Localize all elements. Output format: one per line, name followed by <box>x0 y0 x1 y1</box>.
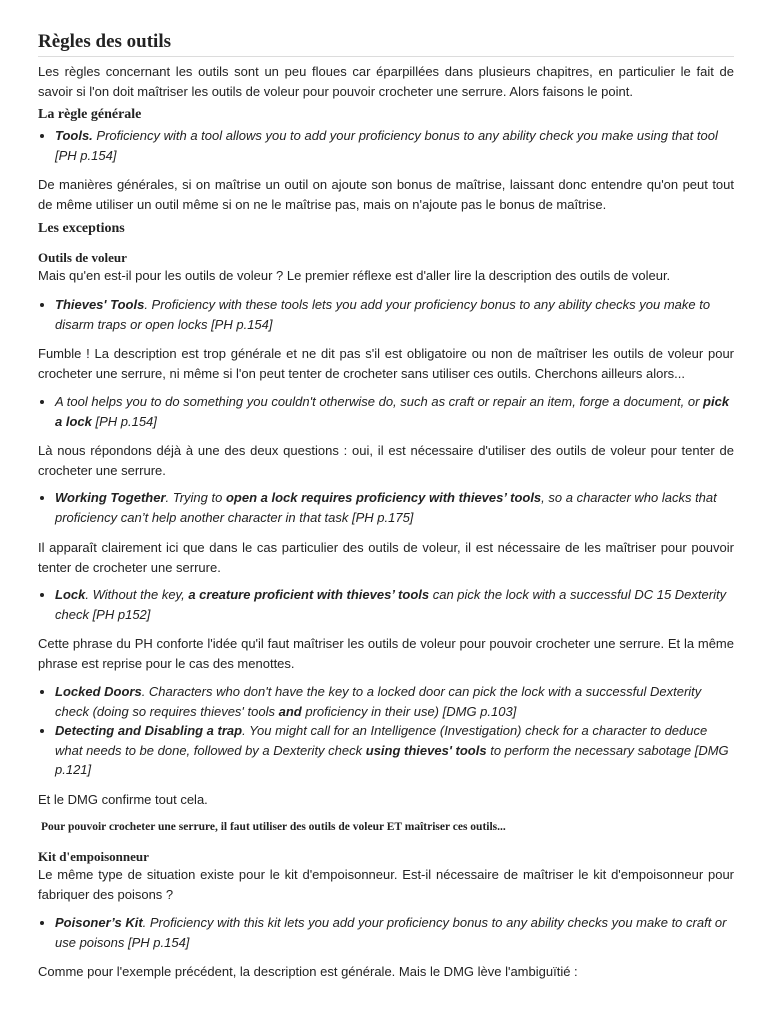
heading-exceptions: Les exceptions <box>38 221 125 236</box>
voleur-intro-paragraph: Mais qu'en est-il pour les outils de voleur ? Le premier réflexe est d'aller lire la description des outils de voleur. <box>38 268 671 283</box>
quote-term: Locked Doors <box>55 684 142 699</box>
quote-text: proficiency in their use) [DMG p.103] <box>301 703 517 719</box>
quote-list-working-together <box>38 488 734 527</box>
quote-text: . Characters who don't have the key to a locked door can pick the lock with a successful Dexterity check (doing so requires thieves' tools <box>55 684 702 719</box>
dmg-paragraph: Et le DMG confirme tout cela. <box>38 792 208 807</box>
page-title: Règles des outils <box>38 30 734 57</box>
regle-paragraph: De manières générales, si on maîtrise un outil on ajoute son bonus de maîtrise, laissant donc entendre qu'on peut tout de même utiliser un outil même si on ne le maîtrise pas, mais on n'ajoute pas le bonus de maîtrise. <box>38 177 734 212</box>
quote-thieves-tools <box>55 295 734 334</box>
quote-term: Lock <box>55 587 86 602</box>
conclusion-text: Pour pouvoir crocheter une serrure, il faut utiliser des outils de voleur ET maîtriser ces outils... <box>41 821 506 833</box>
quote-term: Working Together <box>55 490 166 505</box>
quote-detecting-trap <box>55 721 734 780</box>
quote-highlight: a creature proficient with thieves’ tools <box>188 587 430 602</box>
quote-list-dmg <box>38 682 734 780</box>
intro-paragraph: Les règles concernant les outils sont un peu floues car éparpillées dans plusieurs chapitres, en particulier le fait de savoir si l'on doit maîtriser les outils de voleur pour pouvoir crocheter une serrure. Alors faisons le point. <box>38 64 734 99</box>
quote-highlight: and <box>278 703 302 719</box>
quote-text: Proficiency with a tool allows you to add your proficiency bonus to any ability check you make using that tool [PH p.154] <box>55 128 718 163</box>
quote-text: . Proficiency with these tools lets you add your proficiency bonus to any ability checks you make to disarm traps or open locks [PH p.154] <box>55 297 711 332</box>
repondons-paragraph: Là nous répondons déjà à une des deux questions : oui, il est nécessaire d'utiliser des outils de voleur pour tenter de crocheter une serrure. <box>38 443 734 478</box>
fumble-paragraph: Fumble ! La description est trop générale et ne dit pas s'il est obligatoire ou non de maîtriser les outils de voleur pour crocheter une serrure, ni même si l'on peut tenter de crocheter sans utiliser ces outils. Cherchons ailleurs alors... <box>38 346 734 381</box>
apparait-paragraph: Il apparaît clairement ici que dans le cas particulier des outils de voleur, il est nécessaire de les maîtriser pour pouvoir tenter de crocheter une serrure. <box>38 540 734 575</box>
quote-text: . You might call for an Intelligence (Investigation) check for a character to deduce what needs to be done, followed by a Dexterity check <box>55 723 708 758</box>
quote-text: can pick the lock with a successful DC 15 Dexterity check [PH p152] <box>55 587 727 622</box>
heading-kit-empoisonneur: Kit d'empoisonneur <box>38 849 149 864</box>
heading-outils-voleur: Outils de voleur <box>38 250 127 265</box>
quote-text: to perform the necessary sabotage [DMG p.121] <box>55 742 729 777</box>
quote-list-lock <box>38 585 734 624</box>
quote-list-tool-helps <box>38 392 734 431</box>
quote-term: Thieves' Tools <box>55 297 145 312</box>
heading-regle-generale: La règle générale <box>38 107 142 122</box>
quote-text: . Proficiency with this kit lets you add your proficiency bonus to any ability checks you make to craft or use poisons [PH p.154] <box>55 915 727 950</box>
quote-lock <box>55 585 734 624</box>
quote-highlight: open a lock requires proficiency with thieves’ tools <box>225 490 542 505</box>
quote-locked-doors <box>55 682 734 721</box>
quote-tools <box>55 126 734 165</box>
quote-text: , so a character who lacks that proficiency can’t help another character in that task [PH p.175] <box>55 490 717 525</box>
quote-text: . Trying to <box>165 490 226 505</box>
quote-highlight: using thieves' tools <box>365 742 487 758</box>
quote-list-thieves-tools <box>38 295 734 334</box>
quote-list-poisoner <box>38 913 734 952</box>
quote-list-tools <box>38 126 734 165</box>
quote-term: Poisoner’s Kit <box>55 915 143 930</box>
quote-poisoners-kit <box>55 913 734 952</box>
poison-intro-paragraph: Le même type de situation existe pour le kit d'empoisonneur. Est-il nécessaire de maîtriser le kit d'empoisonneur pour fabriquer des poisons ? <box>38 867 734 902</box>
quote-term: Tools. <box>55 128 93 143</box>
quote-highlight: pick a lock <box>55 394 730 429</box>
quote-text: A tool helps you to do something you couldn't otherwise do, such as craft or repair an item, forge a document, or <box>55 394 704 409</box>
quote-ref: [PH p.154] <box>91 413 157 429</box>
phrase-paragraph: Cette phrase du PH conforte l'idée qu'il faut maîtriser les outils de voleur pour pouvoir crocheter une serrure. Et la même phrase est reprise pour le cas des menottes. <box>38 636 734 671</box>
quote-working-together <box>55 488 734 527</box>
quote-tool-helps <box>55 392 734 431</box>
comme-paragraph: Comme pour l'exemple précédent, la description est générale. Mais le DMG lève l'ambiguïtié : <box>38 964 578 979</box>
quote-text: . Without the key, <box>85 587 189 602</box>
quote-term: Detecting and Disabling a trap <box>55 723 243 738</box>
